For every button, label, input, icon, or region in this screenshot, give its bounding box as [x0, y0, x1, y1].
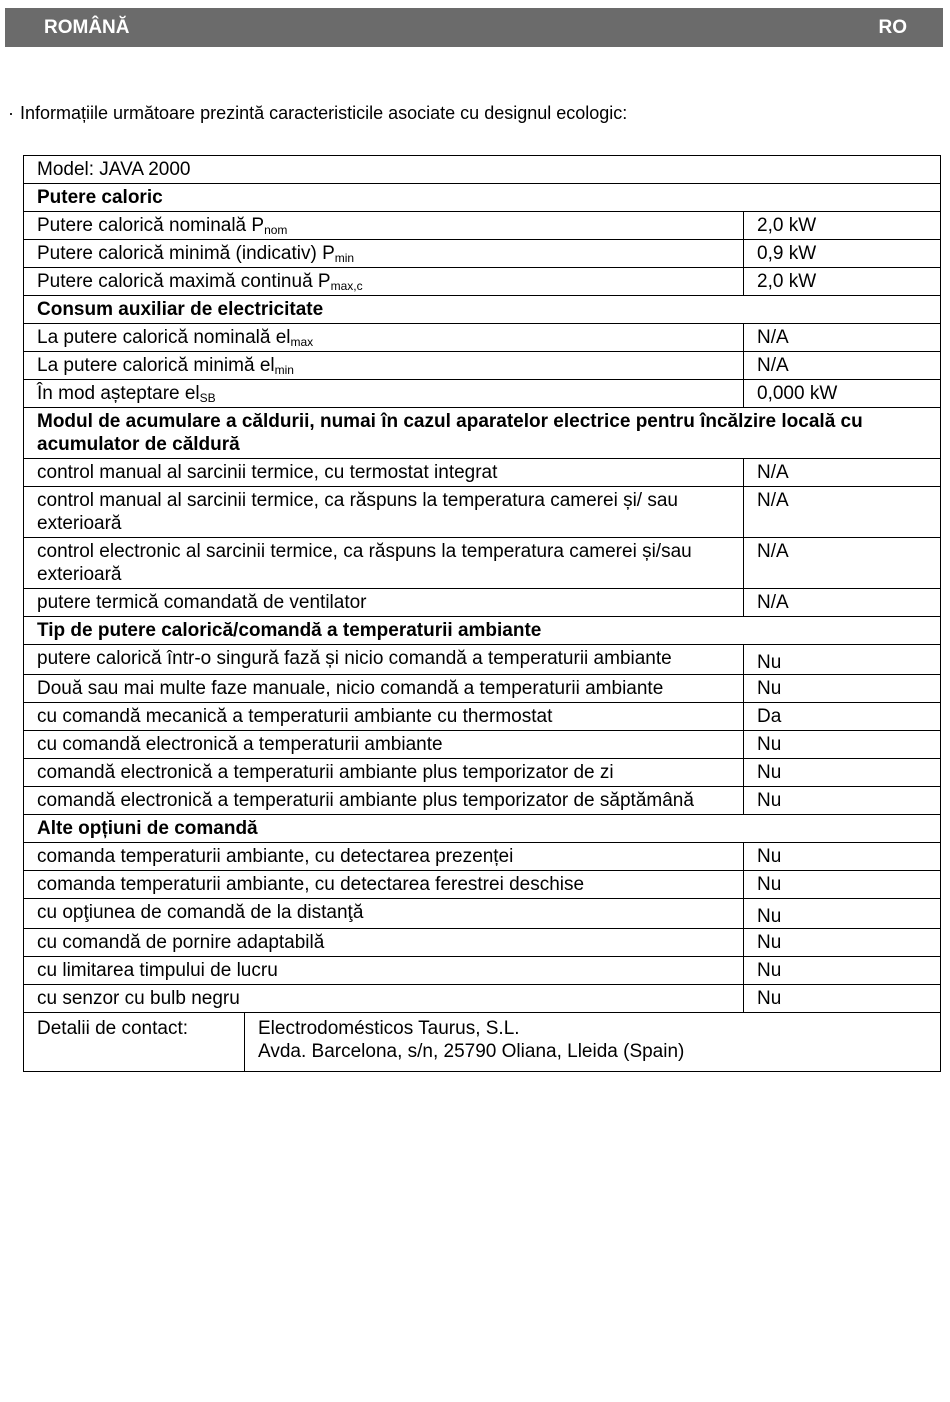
row-value: Nu	[744, 957, 941, 985]
row-value: Nu	[744, 899, 941, 929]
section-title: Consum auxiliar de electricitate	[24, 296, 941, 324]
row-label: La putere calorică nominală $el_{max}$	[24, 324, 744, 352]
row-label: control manual al sarcinii termice, ca răspuns la temperatura camerei și/ sau exterioară	[24, 487, 744, 538]
contact-address: Avda. Barcelona, s/n, 25790 Oliana, Lleida (Spain)	[258, 1041, 685, 1062]
row-value: 0,9 kW	[744, 240, 941, 268]
page-header	[5, 8, 943, 47]
model-row	[24, 156, 941, 184]
row-value: Nu	[744, 929, 941, 957]
row-label: Putere calorică nominală $P_{nom}$	[24, 212, 744, 240]
table-row	[24, 212, 941, 240]
row-label: control electronic al sarcinii termice, ca răspuns la temperatura camerei și/sau exterioară	[24, 538, 744, 589]
row-label: putere termică comandată de ventilator	[24, 589, 744, 617]
table-row	[24, 899, 941, 929]
table-row	[24, 538, 941, 589]
section-other-options	[24, 815, 941, 843]
table-row	[24, 487, 941, 538]
contact-table	[23, 1012, 941, 1072]
header-language-code: RO	[878, 17, 907, 38]
row-label: cu senzor cu bulb negru	[24, 985, 744, 1013]
table-row	[24, 675, 941, 703]
row-value: N/A	[744, 538, 941, 589]
row-value: Nu	[744, 787, 941, 815]
row-label: Două sau mai multe faze manuale, nicio comandă a temperaturii ambiante	[24, 675, 744, 703]
row-value: Nu	[744, 645, 941, 675]
table-row	[24, 843, 941, 871]
intro-line	[8, 103, 627, 124]
table-row	[24, 645, 941, 675]
table-row	[24, 352, 941, 380]
row-label: comanda temperaturii ambiante, cu detectarea ferestrei deschise	[24, 871, 744, 899]
row-value: 2,0 kW	[744, 212, 941, 240]
row-value: 2,0 kW	[744, 268, 941, 296]
contact-label: Detalii de contact:	[24, 1013, 245, 1072]
row-value: N/A	[744, 459, 941, 487]
bullet: ·	[8, 103, 14, 123]
table-row	[24, 957, 941, 985]
table-row	[24, 380, 941, 408]
table-row	[24, 871, 941, 899]
table-row	[24, 324, 941, 352]
section-heat-storage	[24, 408, 941, 459]
row-label: În mod așteptare $el_{SB}$	[24, 380, 744, 408]
table-row	[24, 929, 941, 957]
table-row	[24, 589, 941, 617]
row-value: Nu	[744, 843, 941, 871]
row-label: cu comandă de pornire adaptabilă	[24, 929, 744, 957]
row-label: La putere calorică minimă $el_{min}$	[24, 352, 744, 380]
row-value: Nu	[744, 759, 941, 787]
model-cell: Model: JAVA 2000	[24, 156, 941, 184]
row-label: comandă electronică a temperaturii ambiante plus temporizator de zi	[24, 759, 744, 787]
section-control-type	[24, 617, 941, 645]
section-title: Tip de putere calorică/comandă a temperaturii ambiante	[24, 617, 941, 645]
intro-text: Informațiile următoare prezintă caracteristicile asociate cu designul ecologic:	[20, 103, 628, 123]
table-row	[24, 985, 941, 1013]
table-row	[24, 703, 941, 731]
row-value: N/A	[744, 352, 941, 380]
section-title: Putere caloric	[24, 184, 941, 212]
ecodesign-table	[23, 155, 941, 1013]
row-label: putere calorică într-o singură fază și nicio comandă a temperaturii ambiante	[24, 645, 744, 675]
row-value: Nu	[744, 731, 941, 759]
row-value: N/A	[744, 589, 941, 617]
row-value: Da	[744, 703, 941, 731]
contact-details	[245, 1013, 941, 1072]
table-row	[24, 240, 941, 268]
row-value: N/A	[744, 324, 941, 352]
row-value: Nu	[744, 675, 941, 703]
section-title: Modul de acumulare a căldurii, numai în cazul aparatelor electrice pentru încălzire locală cu acumulator de căldură	[24, 408, 941, 459]
table-row	[24, 759, 941, 787]
row-label: control manual al sarcinii termice, cu termostat integrat	[24, 459, 744, 487]
row-label: cu limitarea timpului de lucru	[24, 957, 744, 985]
row-label: comanda temperaturii ambiante, cu detectarea prezenței	[24, 843, 744, 871]
row-value: N/A	[744, 487, 941, 538]
contact-company: Electrodomésticos Taurus, S.L.	[258, 1018, 520, 1039]
table-row	[24, 787, 941, 815]
row-value: 0,000 kW	[744, 380, 941, 408]
table-row	[24, 459, 941, 487]
row-value: Nu	[744, 871, 941, 899]
section-title: Alte opțiuni de comandă	[24, 815, 941, 843]
row-value: Nu	[744, 985, 941, 1013]
row-label: Putere calorică minimă (indicativ) $P_{min}$	[24, 240, 744, 268]
table-row	[24, 731, 941, 759]
row-label: comandă electronică a temperaturii ambiante plus temporizator de săptămână	[24, 787, 744, 815]
row-label: cu opţiunea de comandă de la distanţă	[24, 899, 744, 929]
section-heat-output	[24, 184, 941, 212]
row-label: Putere calorică maximă continuă $P_{max,c}$	[24, 268, 744, 296]
section-aux-consumption	[24, 296, 941, 324]
row-label: cu comandă electronică a temperaturii ambiante	[24, 731, 744, 759]
row-label: cu comandă mecanică a temperaturii ambiante cu thermostat	[24, 703, 744, 731]
contact-row	[24, 1013, 941, 1072]
header-language: ROMÂNĂ	[44, 17, 130, 38]
table-row	[24, 268, 941, 296]
